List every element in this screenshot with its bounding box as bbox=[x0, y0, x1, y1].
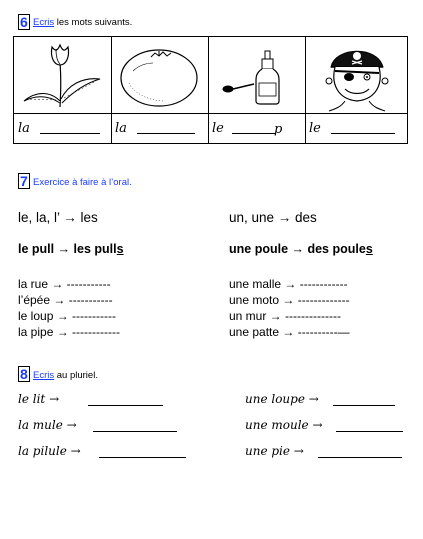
plural-item: la mule → bbox=[18, 418, 77, 432]
list-item: une moto → ------------- bbox=[229, 293, 350, 307]
tomato-picture bbox=[111, 37, 209, 113]
exercise-number-8: 8 bbox=[20, 366, 28, 382]
plural-item: une pie → bbox=[245, 444, 304, 458]
list-item: un mur → -------------- bbox=[229, 309, 341, 323]
exercise-8-instruction: Ecris au pluriel. bbox=[33, 370, 98, 381]
list-item: la rue → ----------- bbox=[18, 277, 111, 291]
answer-line[interactable] bbox=[232, 133, 276, 134]
list-item: le loup → ----------- bbox=[18, 309, 116, 323]
answer-line[interactable] bbox=[88, 405, 163, 406]
answer-line[interactable] bbox=[99, 457, 186, 458]
spoon-and-bottle-picture bbox=[208, 37, 306, 113]
exercise-number-7: 7 bbox=[20, 173, 28, 189]
word-cell bbox=[14, 114, 112, 144]
word-cell bbox=[208, 114, 306, 144]
list-item: une patte → ----------— bbox=[229, 325, 350, 339]
word-cell bbox=[305, 114, 407, 144]
exercise-6-instruction: Ecris les mots suivants. bbox=[33, 17, 133, 28]
picture-word-table bbox=[13, 36, 408, 144]
list-item: l’épée → ----------- bbox=[18, 293, 113, 307]
answer-line[interactable] bbox=[40, 133, 100, 134]
article-label: la bbox=[115, 121, 127, 136]
list-item: une malle → ------------ bbox=[229, 277, 348, 291]
answer-line[interactable] bbox=[137, 133, 195, 134]
answer-line[interactable] bbox=[331, 133, 395, 134]
article-label: la bbox=[18, 121, 30, 136]
oral-list-right bbox=[229, 276, 350, 340]
oral-list-left bbox=[18, 276, 120, 340]
word-row bbox=[14, 113, 407, 144]
plural-item: une moule → bbox=[245, 418, 323, 432]
instruction-link-ecris[interactable]: Ecris bbox=[33, 370, 55, 381]
pirate-picture bbox=[305, 37, 408, 113]
rule-right: un, une → des bbox=[229, 210, 317, 225]
plural-item: la pilule → bbox=[18, 444, 81, 458]
list-item: la pipe → ------------ bbox=[18, 325, 120, 339]
answer-line[interactable] bbox=[93, 431, 177, 432]
letter-hint: p bbox=[274, 122, 283, 137]
plural-item: le lit → bbox=[18, 392, 60, 406]
exercise-number-6: 6 bbox=[20, 14, 28, 30]
answer-line[interactable] bbox=[318, 457, 402, 458]
article-label: le bbox=[212, 121, 224, 136]
exercise-7-instruction: Exercice à faire à l’oral. bbox=[33, 177, 132, 188]
instruction-link-ecris[interactable]: Ecris bbox=[33, 17, 55, 28]
example-left: le pull → les pulls bbox=[18, 242, 124, 256]
word-cell bbox=[111, 114, 209, 144]
example-right: une poule → des poules bbox=[229, 242, 373, 256]
article-label: le bbox=[309, 121, 321, 136]
tulip-picture bbox=[14, 37, 112, 113]
answer-line[interactable] bbox=[336, 431, 403, 432]
answer-line[interactable] bbox=[333, 405, 395, 406]
plural-item: une loupe → bbox=[245, 392, 319, 406]
rule-left: le, la, l’ → les bbox=[18, 210, 98, 225]
